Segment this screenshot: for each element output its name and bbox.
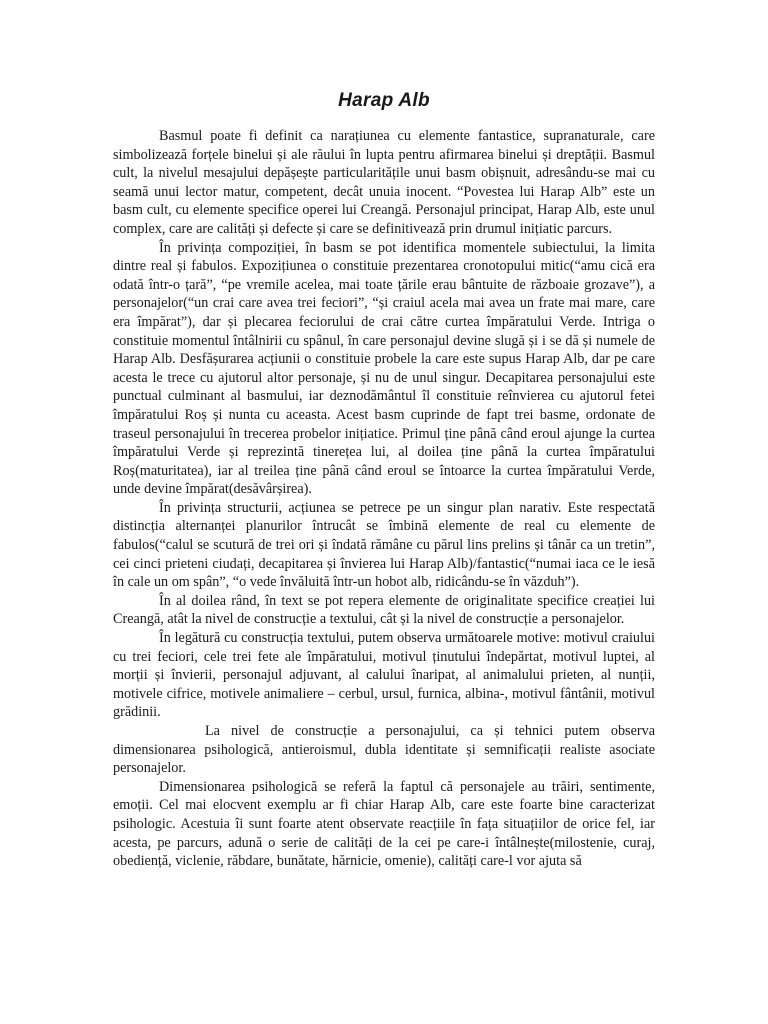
paragraph: În privința compoziției, în basm se pot identifica momentele subiectului, la limita dintre real și fabulos. Expozițiunea o constituie prezentarea cronotopului mitic(“amu cică era odată într-o țară”, “pe vremile acelea, mai toate țările erau bântuite de războaie grozave”), a personajelor(“un crai care avea trei feciori”, “și craiul acela mai avea un frate mai mare, care era împărat”), dar și plecarea feciorului de crai către curtea împăratului Verde. Intriga o constituie momentul întâlnirii cu spânul, în care personajul devine slugă și i se dă și numele de Harap Alb. Desfășurarea acțiunii o constituie probele la care este supus Harap Alb, dar pe care acesta le trece cu ajutorul altor personaje, și nu de unul singur. Decapitarea personajului este punctual culminant al basmului, iar deznodământul îl constituie reînvierea cu ajutorul fetei împăratului Roș și nunta cu aceasta. Acest basm cuprinde de fapt trei basme, ordonate de traseul personajului în trecerea probelor inițiatice. Primul ține până când eroul ajunge la curtea împăratului Verde și reprezintă tinerețea lui, al doilea ține până la curtea împăratului Roș(maturitatea), iar al treilea ține până când eroul se întoarce la curtea împăratului Verde, unde devine împărat(desăvârșirea). [113,239,655,498]
paragraph: În al doilea rând, în text se pot repera elemente de originalitate specifice creației lui Creangă, atât la nivel de construcție a textului, cât și la nivel de construcție a personajelor. [113,592,655,628]
paragraph: Basmul poate fi definit ca narațiunea cu elemente fantastice, supranaturale, care simbolizează forțele binelui și ale răului în lupta pentru afirmarea binelui și dreptății. Basmul cult, la nivelul mesajului depășește particularitățile unui basm obișnuit, adresându-se mai cu seamă unui lector matur, competent, decât unuia inocent. “Povestea lui Harap Alb” este un basm cult, cu elemente specifice operei lui Creangă. Personajul principat, Harap Alb, este unul complex, care are calități și defecte și care se definitivează prin drumul inițiatic parcurs. [113,128,655,237]
paragraph: În privința structurii, acțiunea se petrece pe un singur plan narativ. Este respectată distincția alternanței planurilor întrucât se îmbină elemente de real cu elemente de fabulos(“calul se scutură de trei ori și îndată rămâne cu părul lins prelins și tânăr ca un tretin”, cei cinci prieteni ciudați, decapitarea și învierea lui Harap Alb)/fantastic(“numai iaca ce le iesă în cale un om spân”, “o vede învăluită într-un hobot alb, ridicându-se în văzduh”). [113,499,655,591]
paragraph: Dimensionarea psihologică se referă la faptul că personajele au trăiri, sentimente, emoții. Cel mai elocvent exemplu ar fi chiar Harap Alb, care este foarte bine caracterizat psihologic. Acestuia îi sunt foarte atent observate reacțiile în fața situațiilor de orice fel, iar acesta, pe parcurs, adună o serie de calități de la cei pe care-i întâlnește(milostenie, curaj, obediență, viclenie, răbdare, bunătate, hărnicie, omenie), calități care-l vor ajuta să [113,778,655,870]
paragraph: În legătură cu construcția textului, putem observa următoarele motive: motivul craiului cu trei feciori, cele trei fete ale împăratului, motivul ținutului îndepărtat, motivul luptei, al morții și învierii, personajul adjuvant, al calului înaripat, al animalului prieten, al nunții, motivele cifrice, motivele animaliere – cerbul, ursul, furnica, albina-, motivul fântânii, motivul grădinii. [113,630,655,721]
paragraph: La nivel de construcție a personajului, ca și tehnici putem observa dimensionarea psihologică, antieroismul, dubla identitate și semnificații realiste asociate personajelor. [113,723,655,777]
document-title: Harap Alb [338,90,430,111]
document-body [113,127,655,871]
